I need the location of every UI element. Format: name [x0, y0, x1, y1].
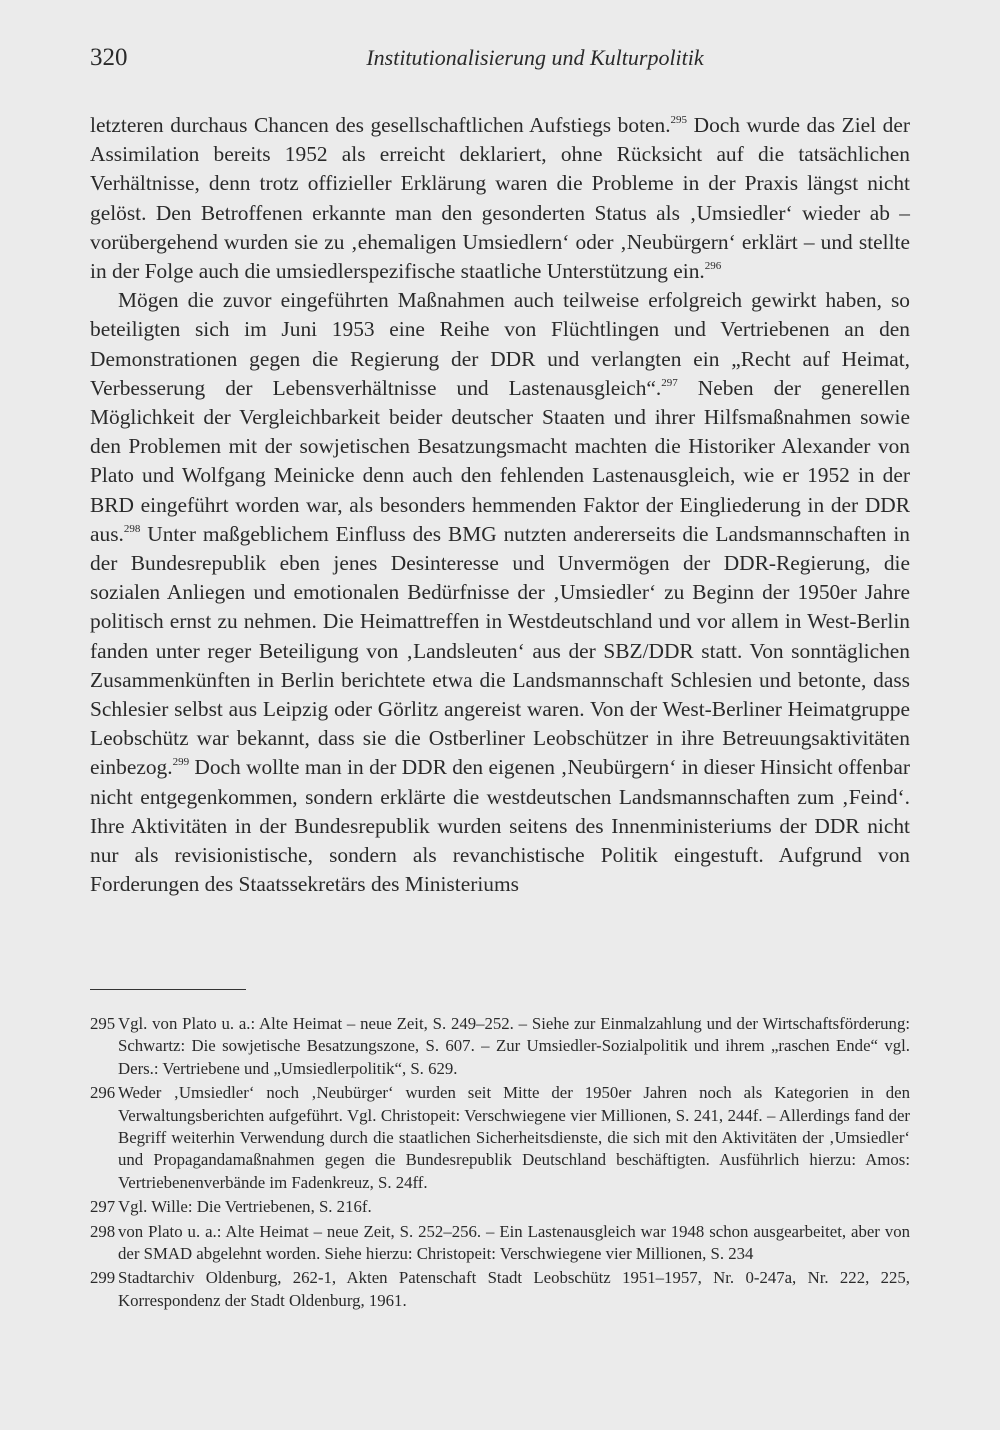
footnote-ref-295[interactable]: 295 — [670, 114, 688, 126]
footnote-ref-297[interactable]: 297 — [661, 376, 678, 389]
paragraph-1 — [90, 111, 910, 286]
footnote-299 — [90, 1267, 910, 1312]
paragraph-text: Doch wurde das Ziel der Assimilation bereits 1952 als erreicht deklariert, ohne Rücksicht auf die tatsächlichen Verhältnisse, denn trotz offizieller Erklärung waren die Probleme in der Praxis längst nicht gelöst. Den Betroffenen erkannte man den gesonderten Status als ‚Umsiedler‘ wieder ab – vorübergehend wurden sie zu ‚ehemaligen Umsiedlern‘ oder ‚Neubürgern‘ erklärt – und stellte in der Folge auch die umsiedlerspezifische staatliche Unterstützung ein. — [90, 113, 910, 284]
footnote-number: 298 — [90, 1221, 116, 1241]
footnote-text: von Plato u. a.: Alte Heimat – neue Zeit, S. 252–256. – Ein Lastenausgleich war 1948 schon ausgearbeitet, aber von der SMAD abgelehnt worden. Siehe hierzu: Christopeit: Verschwiegene vier Millionen, S. 234 — [118, 1221, 910, 1264]
footnote-ref-296[interactable]: 296 — [704, 260, 722, 273]
footnote-number: 295 — [90, 1014, 116, 1033]
footnote-divider — [90, 989, 246, 990]
footnote-ref-299[interactable]: 299 — [172, 756, 190, 769]
footnote-number: 296 — [90, 1083, 116, 1103]
footnote-text: Vgl. Wille: Die Vertriebenen, S. 216f. — [118, 1197, 372, 1217]
footnote-298 — [90, 1221, 910, 1266]
paragraph-text: Doch wollte man in der DDR den eigenen ‚Neubürgern‘ in dieser Hinsicht offenbar nicht entgegenkommen, sondern erklärte die westdeutschen Landsmannschaften zum ‚Feind‘. Ihre Aktivitäten in der Bundesrepublik wurden seitens des Innenministeriums der DDR nicht nur als revisionistische, sondern als revanchistische Politik eingestuft. Aufgrund von Forderungen des Staatssekretärs des Ministeriums — [90, 755, 910, 897]
page-number: 320 — [90, 44, 128, 71]
footnote-296 — [90, 1082, 910, 1194]
footnote-ref-298[interactable]: 298 — [123, 522, 141, 535]
footnote-number: 299 — [90, 1268, 116, 1288]
main-text — [90, 111, 910, 899]
running-title: Institutionalisierung und Kulturpolitik — [366, 45, 704, 70]
paragraph-text: Unter maßgeblichem Einfluss des BMG nutzten andererseits die Landsmannschaften in der Bundesrepublik eben jenes Desinteresse und Unvermögen der DDR-Regierung, die sozialen Anliegen und emotionalen Bedürfnisse der ‚Umsiedler‘ zu Beginn der 1950er Jahre politisch ernst zu nehmen. Die Heimattreffen in Westdeutschland und vor allem in West-Berlin fanden unter reger Beteiligung von ‚Landsleuten‘ aus der SBZ/DDR statt. Von sonntäglichen Zusammenkünften in Berlin berichtete etwa die Landsmannschaft Schlesien und betonte, dass Schlesier selbst aus Leipzig oder Görlitz angereist waren. Von der West-Berliner Heimatgruppe Leobschütz war bekannt, dass sie die Ostberliner Leobschützer in ihre Betreuungsaktivitäten einbezog. — [90, 521, 910, 780]
paragraph-text: Neben der generellen Möglichkeit der Vergleichbarkeit beider deutscher Staaten und ihrer Hilfsmaßnahmen sowie den Problemen mit der sowjetischen Besatzungsmacht machten die Historiker Alexander von Plato und Wolfgang Meinicke denn auch den fehlenden Lastenausgleich, wie er 1952 in der BRD eingeführt worden war, als besonders hemmenden Faktor der Eingliederung in der DDR aus. — [90, 375, 910, 546]
footnotes — [90, 1013, 910, 1314]
paragraph-text: Mögen die zuvor eingeführten Maßnahmen auch teilweise erfolgreich gewirkt haben, so beteiligten sich im Juni 1953 eine Reihe von Flüchtlingen und Vertriebenen an den Demonstrationen gegen die Regierung der DDR und verlangten ein „Recht auf Heimat, Verbesserung der Lebensverhältnisse und Lastenausgleich“. — [90, 288, 910, 400]
footnote-text: Vgl. von Plato u. a.: Alte Heimat – neue Zeit, S. 249–252. – Siehe zur Einmalzahlung und der Wirtschaftsförderung: Schwartz: Die sowjetische Besatzungszone, S. 607. – Zur Umsiedler-Sozialpolitik und ihrem „raschen Ende“ vgl. Ders.: Vertriebene und „Umsiedlerpolitik“, S. 629. — [118, 1014, 910, 1078]
page-header — [90, 44, 910, 80]
footnote-text: Weder ‚Umsiedler‘ noch ‚Neubürger‘ wurden seit Mitte der 1950er Jahren noch als Kategorien in den Verwaltungsberichten aufgeführt. Vgl. Christopeit: Verschwiegene vier Millionen, S. 241, 244f. – Allerdings fand der Begriff weiterhin Verwendung durch die staatlichen Sicherheitsdienste, die sich mit den Aktivitäten der ‚Umsiedler‘ und Propagandamaßnahmen gegen die Bundesrepublik Deutschland beschäftigten. Ausführlich hierzu: Amos: Vertriebenenverbände im Fadenkreuz, S. 24ff. — [118, 1083, 910, 1192]
footnote-number: 297 — [90, 1197, 116, 1217]
paragraph-2 — [90, 286, 910, 899]
footnote-297 — [90, 1196, 910, 1218]
paragraph-text: letzteren durchaus Chancen des gesellschaftlichen Aufstiegs boten. — [90, 113, 671, 137]
footnote-295 — [90, 1013, 910, 1080]
footnote-text: Stadtarchiv Oldenburg, 262-1, Akten Patenschaft Stadt Leobschütz 1951–1957, Nr. 0-247a, Nr. 222, 225, Korrespondenz der Stadt Oldenburg, 1961. — [118, 1268, 910, 1310]
